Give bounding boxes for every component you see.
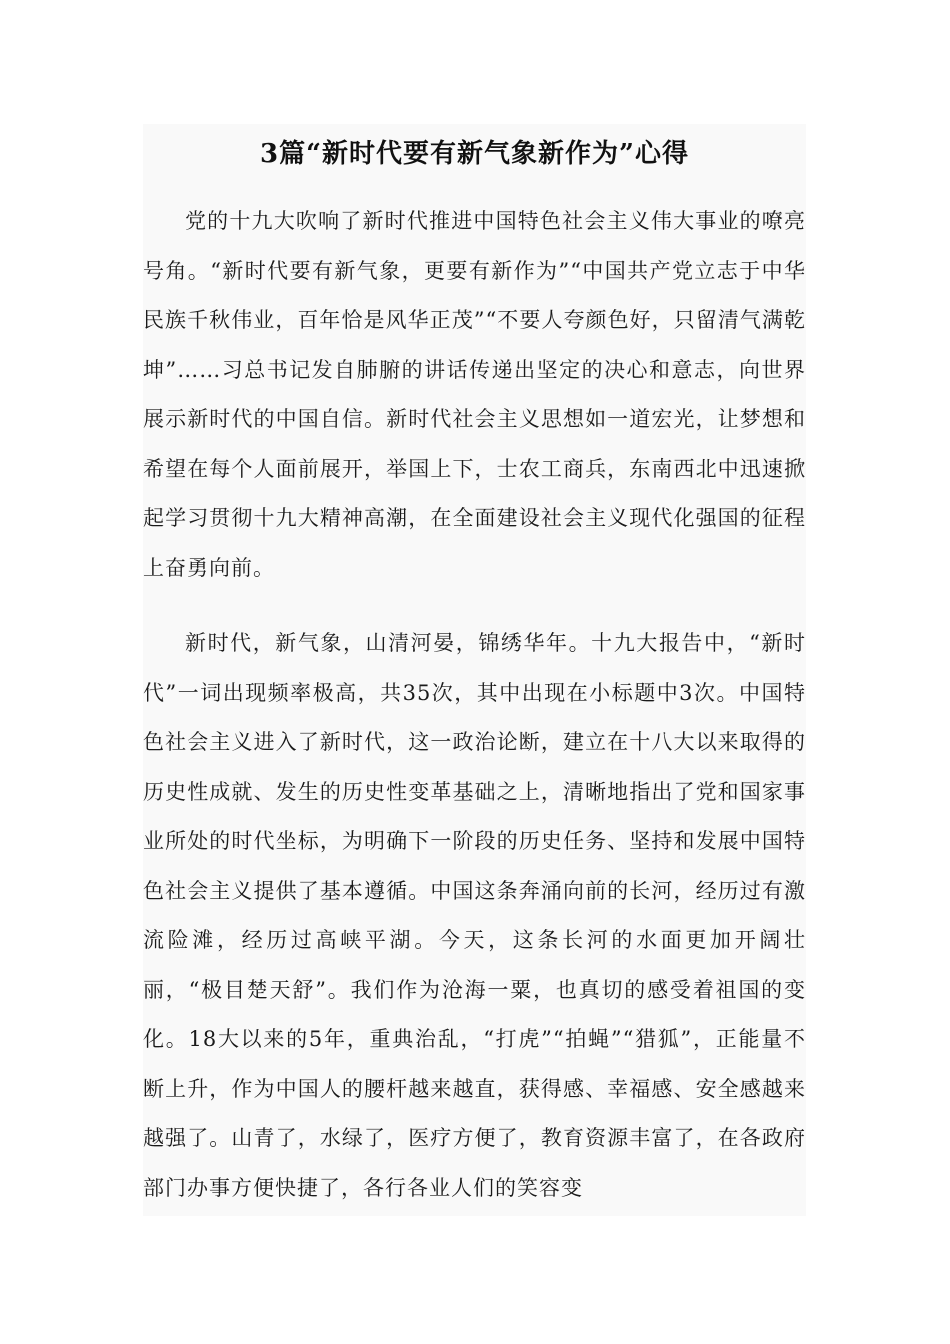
document-title: 3篇“新时代要有新气象新作为”心得 [259, 139, 689, 169]
paragraph-1: 党的十九大吹响了新时代推进中国特色社会主义伟大事业的嘹亮号角。“新时代要有新气象，更要有新作为”“中国共产党立志于中华民族千秋伟业，百年恰是风华正茂”“不要人夸颜色好，只留清气满乾坤”……习总书记发自肺腑的讲话传递出坚定的决心和意志，向世界展示新时代的中国自信。新时代社会主义思想如一道宏光，让梦想和希望在每个人面前展开，举国上下，士农工商兵，东南西北中迅速掀起学习贯彻十九大精神高潮，在全面建设社会主义现代化强国的征程上奋勇向前。 [143, 209, 806, 580]
paragraph-2: 新时代，新气象，山清河晏，锦绣华年。十九大报告中，“新时代”一词出现频率极高，共35次，其中出现在小标题中3次。中国特色社会主义进入了新时代，这一政治论断，建立在十八大以来取得的历史性成就、发生的历史性变革基础之上，清晰地指出了党和国家事业所处的时代坐标，为明确下一阶段的历史任务、坚持和发展中国特色社会主义提供了基本遵循。中国这条奔涌向前的长河，经历过有激流险滩，经历过高峡平湖。今天，这条长河的水面更加开阔壮丽，“极目楚天舒”。我们作为沧海一粟，也真切的感受着祖国的变化。18大以来的5年，重典治乱，“打虎”“拍蝇”“猎狐”，正能量不断上升，作为中国人的腰杆越来越直，获得感、幸福感、安全感越来越强了。山青了，水绿了，医疗方便了，教育资源丰富了，在各政府部门办事方便快捷了，各行各业人们的笑容变 [143, 631, 806, 1200]
